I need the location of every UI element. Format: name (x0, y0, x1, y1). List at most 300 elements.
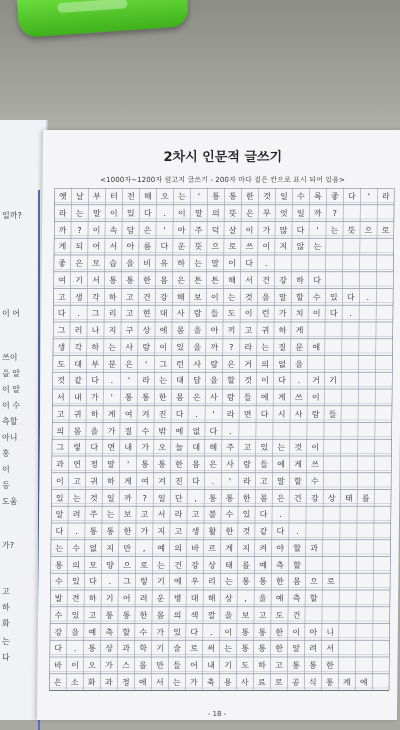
manuscript-cell (308, 322, 325, 338)
manuscript-cell: 할 (293, 543, 302, 553)
manuscript-cell: 다 (191, 476, 200, 486)
manuscript-cell (325, 272, 342, 288)
manuscript-cell: . (73, 644, 77, 654)
manuscript-row (52, 372, 392, 388)
manuscript-row (51, 523, 391, 539)
manuscript-cell: 그 (57, 326, 66, 335)
manuscript-cell: 다 (91, 376, 99, 386)
manuscript-cell (372, 674, 389, 690)
manuscript-cell (376, 305, 393, 321)
manuscript-cell: 에 (312, 342, 321, 352)
manuscript-cell: 은 (143, 225, 152, 235)
manuscript-cell (375, 439, 392, 455)
manuscript-cell: 리 (108, 309, 117, 319)
manuscript-cell: 바 (54, 661, 62, 670)
manuscript-cell: 하 (177, 259, 186, 268)
manuscript-cell: 운 (156, 594, 165, 603)
manuscript-cell (308, 356, 325, 372)
manuscript-cell (273, 423, 290, 439)
manuscript-cell: 이 (261, 376, 269, 386)
manuscript-cell: 이 (109, 208, 118, 218)
manuscript-cell (307, 423, 324, 439)
manuscript-cell: 있 (55, 493, 64, 503)
manuscript-cell: 려 (139, 594, 148, 603)
manuscript-cell: 수 (72, 543, 81, 553)
manuscript-cell: 이 (92, 225, 101, 235)
manuscript-cell: . (195, 409, 198, 419)
manuscript-cell: 은 (75, 259, 84, 268)
manuscript-cell: 엇 (279, 208, 288, 218)
manuscript-cell: 는 (224, 644, 233, 654)
manuscript-row (51, 506, 391, 522)
manuscript-cell: 로 (140, 560, 148, 570)
manuscript-cell (342, 322, 359, 338)
manuscript-cell: 모 (92, 259, 101, 268)
manuscript-cell: 통 (211, 192, 220, 201)
manuscript-cell: 일 (279, 192, 288, 201)
manuscript-row (53, 339, 393, 355)
manuscript-cell: ' (212, 409, 215, 419)
manuscript-cell: 나 (91, 326, 100, 335)
manuscript-cell (373, 557, 390, 573)
manuscript-cell: 고 (88, 610, 97, 620)
manuscript-cell: 색 (190, 610, 199, 620)
manuscript-cell: 기 (329, 376, 337, 386)
manuscript-cell: 들 (210, 309, 219, 319)
manuscript-cell: 로 (228, 242, 237, 252)
manuscript-cell: 람 (193, 309, 202, 319)
manuscript-cell: 몸 (175, 393, 184, 402)
manuscript-cell: 있 (71, 577, 80, 587)
manuscript-cell: 것 (57, 376, 65, 386)
manuscript-cell: 하 (296, 275, 304, 285)
manuscript-cell: 오 (158, 443, 167, 453)
manuscript-cell: 견 (71, 594, 80, 603)
manuscript-cell (376, 356, 393, 372)
manuscript-cell: 고 (191, 510, 200, 520)
manuscript-cell: 로 (190, 644, 199, 654)
manuscript-row (52, 406, 392, 422)
manuscript-cell: 뜻 (228, 208, 237, 218)
manuscript-cell: 고 (125, 309, 134, 319)
manuscript-cell: 해 (143, 192, 152, 201)
manuscript-cell: 다 (175, 409, 184, 419)
manuscript-cell: 통 (158, 460, 166, 469)
manuscript-cell: 몸 (160, 275, 168, 285)
manuscript-cell: 통 (228, 192, 237, 201)
manuscript-cell: . (110, 376, 114, 386)
manuscript-cell: 려 (309, 644, 318, 654)
manuscript-cell: 으 (123, 560, 131, 570)
manuscript-cell: 만 (123, 543, 132, 553)
manuscript-cell: 하 (258, 661, 266, 670)
manuscript-cell: 람 (210, 359, 219, 369)
manuscript-cell: 운 (177, 242, 186, 252)
manuscript-cell (376, 272, 393, 288)
manuscript-cell: 는 (157, 560, 165, 570)
manuscript-cell (341, 456, 358, 472)
manuscript-cell: 으 (364, 225, 373, 235)
manuscript-cell: 한 (275, 577, 284, 587)
manuscript-cell: 이 (292, 627, 301, 637)
manuscript-cell: 알 (292, 644, 301, 654)
manuscript-cell: 그 (122, 577, 131, 587)
manuscript-cell: 모 (89, 560, 97, 570)
manuscript-cell: 있 (126, 208, 135, 218)
manuscript-cell: 옛 (58, 192, 67, 201)
manuscript-cell: 보 (241, 610, 250, 620)
manuscript-cell: 태 (225, 560, 233, 570)
manuscript-cell: 통 (109, 275, 117, 285)
manuscript-cell (373, 624, 390, 640)
manuscript-cell: 강 (54, 627, 63, 637)
manuscript-cell: 것 (89, 493, 98, 503)
manuscript-cell: 해 (209, 443, 218, 453)
manuscript-cell: 한 (242, 493, 251, 503)
manuscript-cell: 통 (258, 644, 267, 654)
manuscript-row (49, 657, 389, 673)
manuscript-cell: 기 (156, 644, 165, 654)
manuscript-cell: ' (197, 192, 201, 201)
manuscript-cell: 고 (125, 292, 134, 302)
manuscript-cell (343, 238, 360, 254)
manuscript-cell: 게 (58, 242, 67, 252)
manuscript-cell: 스 (122, 661, 130, 670)
manuscript-cell: 통 (258, 577, 267, 587)
manuscript-cell: ? (77, 225, 82, 235)
manuscript-cell (360, 255, 377, 271)
manuscript-cell: 에 (260, 393, 269, 402)
manuscript-cell: 있 (242, 510, 251, 520)
manuscript-cell (356, 590, 373, 606)
manuscript-cell: 상 (208, 560, 216, 570)
manuscript-cell: 에 (175, 426, 184, 436)
manuscript-cell: 겨 (157, 476, 166, 486)
manuscript-grid (49, 188, 394, 691)
manuscript-cell: 기 (156, 577, 165, 587)
manuscript-cell: 측 (292, 594, 301, 603)
manuscript-cell: 쓰 (311, 460, 319, 469)
manuscript-cell: , (142, 543, 146, 553)
manuscript-cell: 까 (123, 493, 132, 503)
manuscript-cell (374, 473, 391, 489)
manuscript-cell: 서 (326, 644, 335, 654)
manuscript-cell: . (163, 208, 167, 218)
manuscript-cell: 것 (262, 192, 271, 201)
manuscript-cell: 바 (191, 543, 200, 553)
manuscript-row (54, 255, 394, 271)
manuscript-cell (355, 657, 372, 673)
manuscript-cell: 식 (308, 677, 317, 687)
manuscript-cell: 으 (309, 577, 318, 587)
manuscript-cell: 고 (174, 527, 183, 536)
manuscript-cell: 가 (140, 527, 149, 536)
manuscript-cell (322, 607, 339, 623)
manuscript-cell: 통 (105, 610, 114, 620)
manuscript-cell (340, 540, 357, 556)
manuscript-cell: 측 (105, 627, 114, 637)
manuscript-cell (374, 540, 391, 556)
manuscript-cell: 다 (245, 259, 254, 268)
manuscript-cell: 는 (330, 225, 339, 235)
manuscript-row (50, 590, 390, 606)
manuscript-cell: 통 (225, 493, 234, 503)
manuscript-cell: 예 (157, 543, 166, 553)
manuscript-cell: 라 (142, 376, 150, 386)
manuscript-cell: 사 (294, 409, 303, 419)
manuscript-cell: 무 (262, 208, 271, 218)
manuscript-cell: 도 (57, 359, 66, 369)
manuscript-cell: 주 (194, 225, 203, 235)
manuscript-cell (325, 356, 342, 372)
manuscript-cell: 는 (313, 242, 322, 252)
manuscript-cell: 살 (228, 225, 237, 235)
manuscript-cell: 고 (56, 409, 65, 419)
manuscript-cell: 깔 (207, 610, 216, 620)
manuscript-cell: 수 (54, 577, 63, 587)
manuscript-cell: ' (127, 376, 131, 386)
manuscript-cell: 다 (88, 577, 97, 587)
manuscript-cell: 지 (108, 326, 117, 335)
manuscript-cell: 르 (208, 543, 217, 553)
manuscript-cell: 내 (124, 443, 133, 453)
manuscript-cell: 고 (244, 326, 253, 335)
manuscript-cell: 않 (296, 242, 305, 252)
manuscript-cell: 은 (227, 359, 236, 369)
manuscript-cell: 예 (275, 594, 284, 603)
manuscript-cell: 을 (295, 359, 304, 369)
manuscript-cell: 는 (106, 510, 115, 520)
manuscript-cell: 다 (190, 627, 199, 637)
manuscript-cell: 강 (191, 560, 199, 570)
manuscript-cell (343, 205, 360, 221)
manuscript-cell: 귀 (73, 409, 82, 419)
manuscript-cell: , (194, 493, 198, 503)
manuscript-cell: 오 (88, 661, 96, 670)
manuscript-cell: 주 (226, 443, 235, 453)
manuscript-cell (356, 607, 373, 623)
manuscript-cell (359, 272, 376, 288)
manuscript-cell: 를 (139, 661, 147, 670)
manuscript-cell: 끼 (227, 326, 236, 335)
manuscript-cell: ' (144, 359, 148, 369)
manuscript-row (52, 439, 392, 455)
manuscript-cell: 사 (209, 393, 218, 402)
manuscript-cell: 건 (142, 292, 151, 302)
manuscript-cell: 고 (72, 476, 81, 486)
manuscript-cell (357, 540, 374, 556)
manuscript-cell: 연 (73, 460, 81, 469)
manuscript-cell: 을 (258, 594, 267, 603)
manuscript-cell: 을 (90, 426, 99, 436)
manuscript-cell (360, 205, 377, 221)
manuscript-cell: 아 (210, 326, 219, 335)
manuscript-cell: 상 (105, 644, 114, 654)
manuscript-cell: 은 (177, 275, 185, 285)
manuscript-cell: 는 (224, 577, 233, 587)
manuscript-cell: 이 (311, 443, 320, 453)
manuscript-cell (372, 657, 389, 673)
manuscript-cell: 기 (75, 275, 83, 285)
manuscript-cell (323, 540, 340, 556)
manuscript-cell: 고 (57, 292, 66, 302)
manuscript-cell: 라 (381, 192, 390, 201)
manuscript-cell (239, 423, 256, 439)
manuscript-cell: 하 (90, 409, 99, 419)
manuscript-cell: 람 (243, 460, 251, 469)
manuscript-cell: 다 (57, 309, 66, 319)
manuscript-row (54, 205, 394, 221)
manuscript-row (52, 389, 392, 405)
manuscript-cell: . (108, 577, 112, 587)
manuscript-cell (360, 238, 377, 254)
manuscript-cell (305, 607, 322, 623)
manuscript-cell: 리 (207, 577, 216, 587)
manuscript-row (50, 573, 390, 589)
manuscript-cell: 수 (312, 292, 321, 302)
manuscript-cell: 통 (241, 627, 250, 637)
manuscript-cell: 귀 (261, 326, 270, 335)
manuscript-cell: 담 (126, 225, 135, 235)
manuscript-cell (342, 272, 359, 288)
manuscript-cell: 일 (157, 493, 166, 503)
manuscript-cell (374, 490, 391, 506)
manuscript-cell: 몸 (292, 577, 301, 587)
manuscript-cell: 예 (259, 560, 267, 570)
manuscript-cell: 몸 (156, 610, 165, 620)
manuscript-cell: 통 (241, 577, 250, 587)
manuscript-cell: 통 (141, 460, 149, 469)
manuscript-row (53, 272, 393, 288)
manuscript-cell: 여 (140, 476, 149, 486)
manuscript-cell: . (349, 309, 352, 319)
manuscript-cell: 한 (139, 610, 148, 620)
manuscript-cell (356, 624, 373, 640)
manuscript-cell: 를 (361, 493, 370, 503)
manuscript-cell: 는 (194, 259, 203, 268)
manuscript-cell: 한 (275, 627, 284, 637)
manuscript-cell: 이 (71, 661, 79, 670)
manuscript-cell: 오 (160, 192, 169, 201)
manuscript-cell (376, 322, 393, 338)
manuscript-row (51, 473, 391, 489)
left-page-text: 화 (2, 619, 10, 628)
manuscript-cell: 은 (53, 677, 62, 687)
manuscript-cell (375, 389, 392, 405)
manuscript-cell (339, 557, 356, 573)
manuscript-cell: 는 (177, 192, 186, 201)
manuscript-cell: 아 (309, 627, 318, 637)
manuscript-cell: 다 (346, 292, 355, 302)
manuscript-cell: 가 (105, 661, 113, 670)
manuscript-cell (343, 255, 360, 271)
manuscript-cell: 없 (278, 359, 287, 369)
manuscript-row (53, 289, 393, 305)
manuscript-cell: 과 (122, 644, 131, 654)
manuscript-cell (340, 523, 357, 539)
manuscript-cell: 이 (311, 393, 320, 402)
left-page-text: 아니 (2, 433, 18, 442)
manuscript-cell: 터 (109, 192, 118, 201)
manuscript-cell: 으 (211, 242, 220, 252)
manuscript-cell (340, 473, 357, 489)
manuscript-cell: ' (228, 476, 232, 486)
manuscript-cell: 할 (293, 560, 301, 570)
manuscript-cell (373, 590, 390, 606)
manuscript-cell: 진 (158, 409, 167, 419)
manuscript-cell: 통 (106, 527, 115, 536)
manuscript-cell: 어 (190, 661, 198, 670)
manuscript-cell: 어 (122, 594, 131, 603)
manuscript-cell: 을 (210, 376, 218, 386)
manuscript-row (50, 607, 390, 623)
manuscript-cell: 사 (176, 309, 185, 319)
manuscript-cell: 한 (275, 644, 284, 654)
manuscript-cell: 일 (296, 208, 305, 218)
manuscript-cell: 거 (244, 359, 253, 369)
manuscript-cell (341, 439, 358, 455)
manuscript-cell: 말 (92, 208, 101, 218)
manuscript-cell: 유 (160, 259, 169, 268)
manuscript-row (50, 624, 390, 640)
manuscript-cell: 다 (347, 192, 356, 201)
manuscript-cell: 예 (88, 627, 97, 637)
manuscript-cell: 가 (141, 443, 150, 453)
manuscript-cell: 말 (276, 476, 285, 486)
manuscript-cell: 그 (159, 359, 168, 369)
manuscript-row (53, 356, 393, 372)
manuscript-cell (373, 640, 390, 656)
manuscript-cell: 있 (173, 627, 182, 637)
manuscript-cell: 쓰 (294, 393, 303, 402)
manuscript-cell: 것 (294, 443, 303, 453)
manuscript-cell: 에 (173, 577, 182, 587)
left-page-text: 이 어 (2, 309, 20, 318)
manuscript-cell: 다 (55, 527, 64, 536)
green-marker (17, 0, 189, 38)
manuscript-cell: 주 (89, 510, 98, 520)
manuscript-cell (374, 506, 391, 522)
manuscript-cell: 대 (159, 309, 168, 319)
manuscript-cell: 다 (54, 644, 63, 654)
manuscript-cell (356, 640, 373, 656)
manuscript-cell: 의 (72, 560, 80, 570)
manuscript-cell: 강 (310, 493, 319, 503)
manuscript-cell: 다 (90, 443, 99, 453)
manuscript-cell (341, 372, 358, 388)
manuscript-cell (324, 439, 341, 455)
manuscript-cell (323, 473, 340, 489)
manuscript-cell: 이 (228, 259, 237, 268)
manuscript-cell: 가 (189, 677, 198, 687)
manuscript-cell: 몸 (192, 460, 200, 469)
manuscript-cell: 습 (109, 259, 118, 268)
manuscript-row (50, 557, 390, 573)
manuscript-cell: 라 (58, 208, 67, 218)
manuscript-cell: 의 (56, 426, 65, 436)
manuscript-cell: 생 (191, 527, 200, 536)
manuscript-cell: 게 (277, 393, 286, 402)
manuscript-cell (340, 506, 357, 522)
manuscript-cell (322, 590, 339, 606)
manuscript-cell: 측 (276, 560, 284, 570)
page-number: - 18 - (207, 710, 227, 718)
left-page-text: 을 알 (2, 369, 20, 378)
manuscript-cell: 을 (224, 610, 233, 620)
manuscript-cell: 말 (107, 460, 115, 469)
manuscript-cell (326, 255, 343, 271)
manuscript-row (49, 674, 389, 690)
